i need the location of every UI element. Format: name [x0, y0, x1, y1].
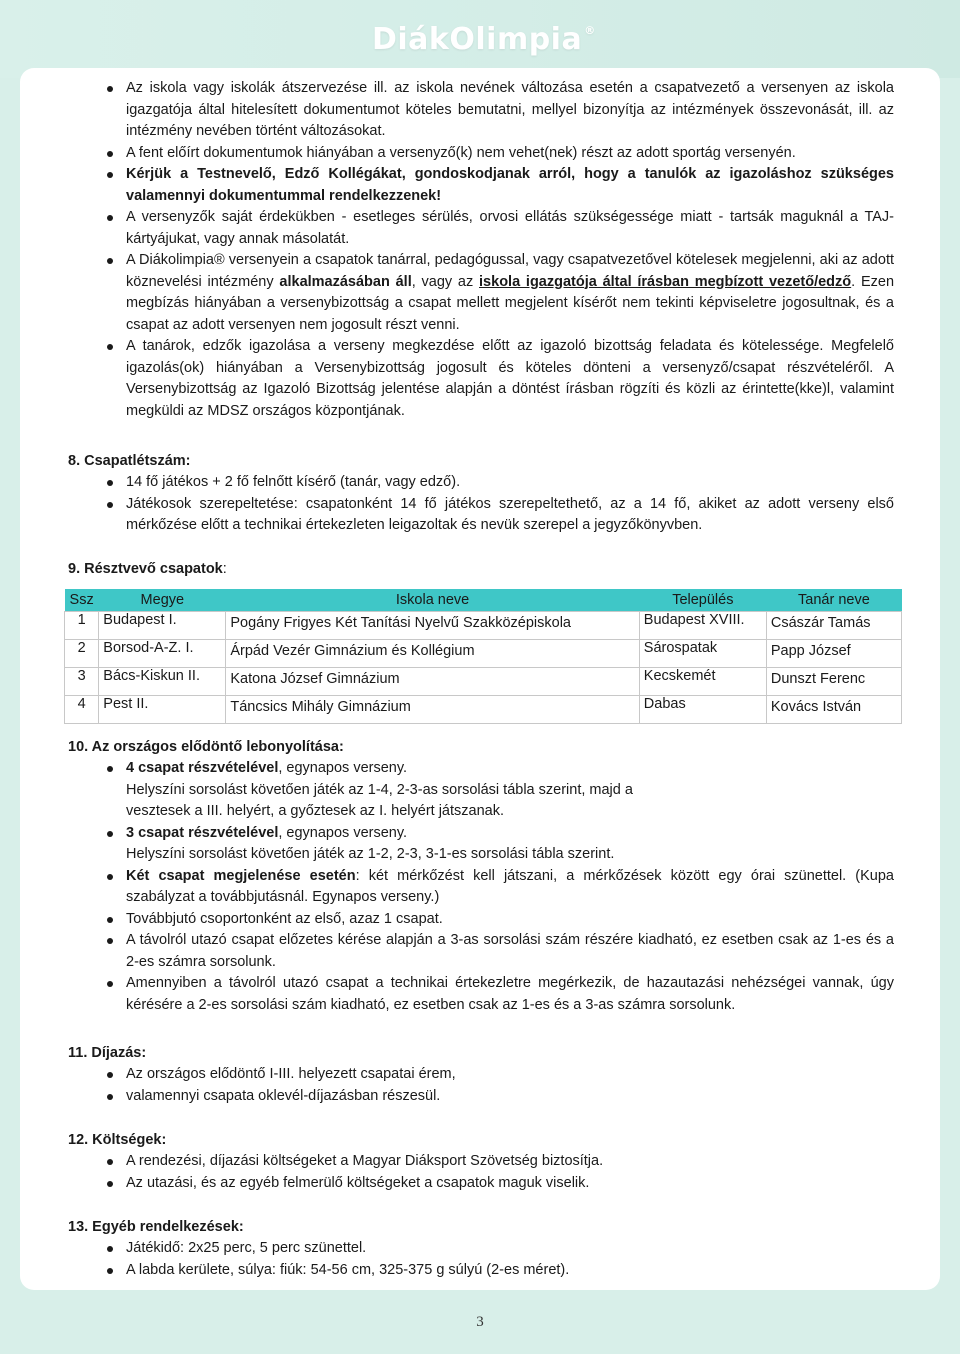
list-item: Játékosok szerepeltetése: csapatonként 14 fő játékos szerepeltethető, az a 14 fő, akiket az adott verseny első mérkőzése előtt a technikai értekezleten leigazoltak és nevük szerepel a jegyzőkönyvben. — [100, 494, 894, 537]
section-9-title: 9. Résztvevő csapatok: — [68, 561, 227, 577]
cell-ssz: 2 — [65, 640, 99, 668]
cell-megye: Budapest I. — [99, 612, 226, 640]
list-item: A Diákolimpia® versenyein a csapatok tanárral, pedagógussal, vagy csapatvezetővel kötelesek megjelenni, aki az adott köznevelési intézmény alkalmazásában áll, vagy az iskola igazgatója által írásban megbízott vezető/edző. Ezen megbízás hiányában a versenybizottság a csapat mellett megjelent kísérőt nem tekinti képviseletre jogosultnak, és a csapat az adott versenyen nem jogosult részt venni. — [100, 250, 894, 336]
list-item: Az iskola vagy iskolák átszervezése ill. az iskola nevének változása esetén a csapatvezető a versenyen az iskola igazgatója által hitelesített dokumentumot köteles bemutatni, mellyel bizonyítja az intézmények összevonását, ill. az intézmény nevében történt változásokat. — [100, 78, 894, 143]
list-item: A versenyzők saját érdekükben - esetleges sérülés, orvosi ellátás szükségessége miatt - tartsák maguknál a TAJ-kártyájukat, vagy annak másolatát. — [100, 207, 894, 250]
list-item: Amennyiben a távolról utazó csapat a technikai értekezletre megérkezik, de hazautazási nehézségei vannak, úgy kérésére a 2-es sorsolási szám kiadható, ez esetben csak az 1-es és a 3-as számra sorsolunk. — [100, 973, 894, 1016]
cell-ssz: 3 — [65, 668, 99, 696]
list-item: A labda kerülete, súlya: fiúk: 54-56 cm, 325-375 g súlyú (2-es méret). — [100, 1260, 894, 1282]
cell-iskola: Árpád Vezér Gimnázium és Kollégium — [226, 640, 639, 668]
section-8-list — [100, 472, 894, 537]
list-item: A tanárok, edzők igazolása a verseny megkezdése előtt az igazoló bizottság feladata és kötelessége. Megfelelő igazolás(ok) hiányában a Versenybizottság jogosult és köteles dönteni a versenyző/csapat részvételéről. A Versenybizottság az Igazoló Bizottság jelentése alapján a döntést írásban rögzíti és közli az érintette(kke)l, valamint megküldi az MDSZ országos központjának. — [100, 336, 894, 422]
table-row — [65, 696, 902, 724]
list-item: A fent előírt dokumentumok hiányában a versenyző(k) nem vehet(nek) részt az adott sportág versenyén. — [100, 143, 894, 165]
list-item: 3 csapat részvételével, egynapos verseny. Helyszíni sorsolást követően játék az 1-2, 2-3, 3-1-es sorsolási tábla szerint. — [100, 823, 894, 866]
requirements-list — [100, 78, 894, 422]
cell-telepules: Dabas — [639, 696, 766, 724]
section-12-title: 12. Költségek: — [68, 1132, 167, 1148]
cell-tanar: Dunszt Ferenc — [766, 668, 901, 696]
cell-iskola: Katona József Gimnázium — [226, 668, 639, 696]
section-10-list — [100, 758, 894, 1016]
table-header-row — [65, 589, 902, 612]
col-header: Iskola neve — [226, 589, 639, 612]
list-item: valamennyi csapata oklevél-díjazásban részesül. — [100, 1086, 894, 1108]
cell-tanar: Papp József — [766, 640, 901, 668]
cell-tanar: Császár Tamás — [766, 612, 901, 640]
cell-telepules: Sárospatak — [639, 640, 766, 668]
list-item: A rendezési, díjazási költségeket a Magyar Diáksport Szövetség biztosítja. — [100, 1151, 894, 1173]
cell-iskola: Táncsics Mihály Gimnázium — [226, 696, 639, 724]
list-item: 14 fő játékos + 2 fő felnőtt kísérő (tanár, vagy edző). — [100, 472, 894, 494]
list-item: 4 csapat részvételével, egynapos verseny. Helyszíni sorsolást követően játék az 1-4, 2-3-as sorsolási tábla szerint, majd a vesztesek a III. helyért, a győztesek az I. helyért játszanak. — [100, 758, 894, 823]
header-band — [0, 0, 960, 78]
section-8-title: 8. Csapatlétszám: — [68, 453, 191, 469]
col-header: Megye — [99, 589, 226, 612]
list-item: Játékidő: 2x25 perc, 5 perc szünettel. — [100, 1238, 894, 1260]
table-row — [65, 640, 902, 668]
section-13-list — [100, 1238, 894, 1281]
cell-megye: Borsod-A-Z. I. — [99, 640, 226, 668]
col-header: Tanár neve — [766, 589, 901, 612]
cell-iskola: Pogány Frigyes Két Tanítási Nyelvű Szakközépiskola — [226, 612, 639, 640]
section-13-title: 13. Egyéb rendelkezések: — [68, 1219, 244, 1235]
table-row — [65, 668, 902, 696]
cell-telepules: Kecskemét — [639, 668, 766, 696]
list-item: Az országos elődöntő I-III. helyezett csapatai érem, — [100, 1064, 894, 1086]
list-item: A távolról utazó csapat előzetes kérése alapján a 3-as sorsolási szám részére kiadható, ez esetben csak az 1-es és a 2-es számra sorsolunk. — [100, 930, 894, 973]
section-11-list — [100, 1064, 894, 1107]
cell-ssz: 4 — [65, 696, 99, 724]
section-10-title: 10. Az országos elődöntő lebonyolítása: — [68, 739, 344, 755]
list-item: Két csapat megjelenése esetén: két mérkőzést kell játszani, a mérkőzések között egy órai szünettel. (Kupa szabályzat a továbbjutásnál. Egynapos verseny.) — [100, 866, 894, 909]
page-number: 3 — [476, 1314, 484, 1330]
table-row — [65, 612, 902, 640]
cell-megye: Bács-Kiskun II. — [99, 668, 226, 696]
cell-ssz: 1 — [65, 612, 99, 640]
col-header: Település — [639, 589, 766, 612]
diakolimpia-logo: DiákOlimpia ® — [372, 22, 596, 57]
section-12-list — [100, 1151, 894, 1194]
cell-megye: Pest II. — [99, 696, 226, 724]
list-item: Kérjük a Testnevelő, Edző Kollégákat, gondoskodjanak arról, hogy a tanulók az igazoláshoz szükséges valamennyi dokumentummal rendelkezzenek! — [100, 164, 894, 207]
teams-table — [64, 589, 902, 724]
cell-tanar: Kovács István — [766, 696, 901, 724]
list-item: Továbbjutó csoportonként az első, azaz 1 csapat. — [100, 909, 894, 931]
cell-telepules: Budapest XVIII. — [639, 612, 766, 640]
col-header: Ssz — [65, 589, 99, 612]
section-11-title: 11. Díjazás: — [68, 1045, 147, 1061]
list-item: Az utazási, és az egyéb felmerülő költségeket a csapatok maguk viselik. — [100, 1173, 894, 1195]
